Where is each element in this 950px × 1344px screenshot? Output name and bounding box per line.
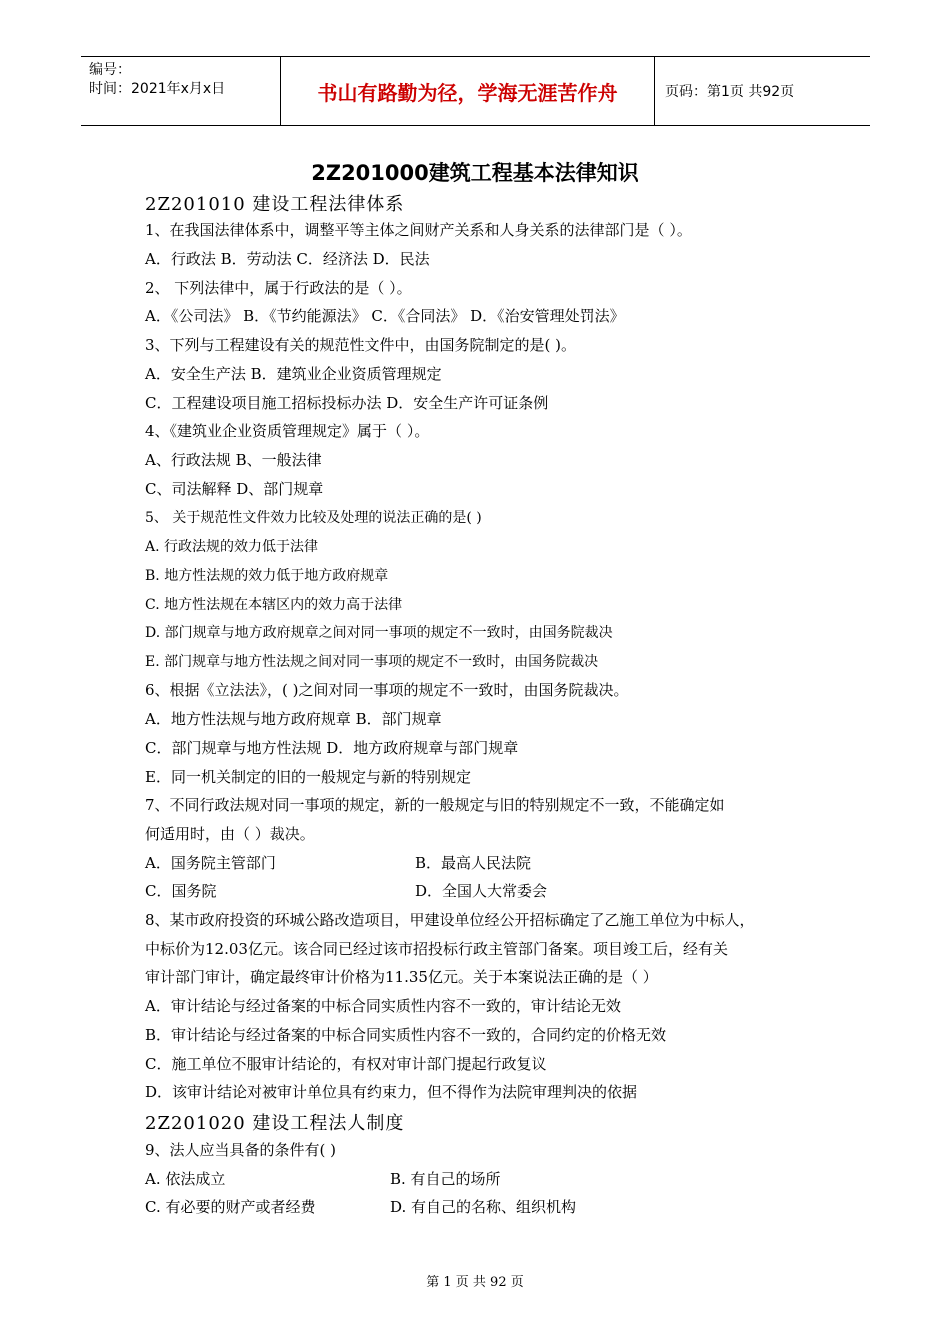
question-5: 5、 关于规范性文件效力比较及处理的说法正确的是( ) [145,510,482,526]
question-8-option-b: B．审计结论与经过备案的中标合同实质性内容不一致的，合同约定的价格无效 [145,1026,667,1044]
time-label: 时间：2021年x月x日 [89,81,226,97]
question-8: 8、某市政府投资的环城公路改造项目，甲建设单位经公开招标确定了乙施工单位为中标人， [145,911,755,929]
question-7: 7、不同行政法规对同一事项的规定，新的一般规定与旧的特别规定不一致，不能确定如 [145,796,725,814]
question-7-option-a: A．国务院主管部门 [145,854,276,872]
question-5-option-d: D. 部门规章与地方政府规章之间对同一事项的规定不一致时，由国务院裁决 [145,625,613,641]
question-3-options-ab: A．安全生产法 B．建筑业企业资质管理规定 [145,365,442,383]
document-title: 2Z201000建筑工程基本法律知识 [311,161,639,185]
question-9: 9、法人应当具备的条件有( ) [145,1141,337,1159]
question-6-options-ab: A．地方性法规与地方政府规章 B．部门规章 [145,710,442,728]
question-3-options-cd: C．工程建设项目施工招标投标办法 D．安全生产许可证条例 [145,394,549,412]
question-5-option-b: B. 地方性法规的效力低于地方政府规章 [145,568,389,584]
question-7-option-b: B．最高人民法院 [415,854,532,872]
question-2-options: A．《公司法》 B．《节约能源法》 C．《合同法》 D．《治安管理处罚法》 [145,307,625,325]
question-7-option-c: C．国务院 [145,882,217,900]
header-meta [81,57,281,125]
question-4-options-ab: A、行政法规 B、一般法律 [145,451,322,469]
question-5-option-c: C. 地方性法规在本辖区内的效力高于法律 [145,597,403,613]
question-4: 4、《建筑业企业资质管理规定》属于（ ）。 [145,422,430,440]
question-9-option-d: D. 有自己的名称、组织机构 [390,1198,577,1216]
question-8-option-d: D．该审计结论对被审计单位具有约束力，但不得作为法院审理判决的依据 [145,1083,638,1101]
question-1: 1、在我国法律体系中，调整平等主体之间财产关系和人身关系的法律部门是（ ）。 [145,221,692,239]
question-3: 3、下列与工程建设有关的规范性文件中，由国务院制定的是( )。 [145,336,577,354]
number-label: 编号： [89,62,131,78]
question-8-cont-1: 中标价为12.03亿元。该合同已经过该市招投标行政主管部门备案。项目竣工后，经有关 [145,940,728,958]
question-7-cont: 何适用时，由（ ）裁决。 [145,825,315,843]
question-6-option-e: E．同一机关制定的旧的一般规定与新的特别规定 [145,768,471,786]
question-9-option-c: C. 有必要的财产或者经费 [145,1198,316,1216]
question-8-cont-2: 审计部门审计，确定最终审计价格为11.35亿元。关于本案说法正确的是（ ） [145,968,658,986]
question-4-options-cd: C、司法解释 D、部门规章 [145,480,324,498]
question-6: 6、根据《立法法》，( )之间对同一事项的规定不一致时，由国务院裁决。 [145,681,629,699]
page-footer: 第 1 页 共 92 页 [426,1275,524,1290]
question-8-option-c: C．施工单位不服审计结论的，有权对审计部门提起行政复议 [145,1055,547,1073]
question-9-option-b: B. 有自己的场所 [390,1170,501,1188]
question-2: 2、 下列法律中，属于行政法的是（ ）。 [145,279,412,297]
question-7-option-d: D．全国人大常委会 [415,882,548,900]
header-page-info: 页码：第1页 共92页 [665,84,795,100]
section-heading: 2Z201020 建设工程法人制度 [145,1113,405,1134]
question-8-option-a: A．审计结论与经过备案的中标合同实质性内容不一致的，审计结论无效 [145,997,621,1015]
section-heading: 2Z201010 建设工程法律体系 [145,194,405,215]
question-5-option-e: E. 部门规章与地方性法规之间对同一事项的规定不一致时，由国务院裁决 [145,654,599,670]
question-9-option-a: A. 依法成立 [145,1170,226,1188]
page-header [81,56,870,126]
question-5-option-a: A. 行政法规的效力低于法律 [145,539,319,555]
question-6-options-cd: C．部门规章与地方性法规 D．地方政府规章与部门规章 [145,739,519,757]
header-motto: 书山有路勤为径，学海无涯苦作舟 [281,57,655,125]
question-1-options: A．行政法 B．劳动法 C．经济法 D．民法 [145,250,430,268]
